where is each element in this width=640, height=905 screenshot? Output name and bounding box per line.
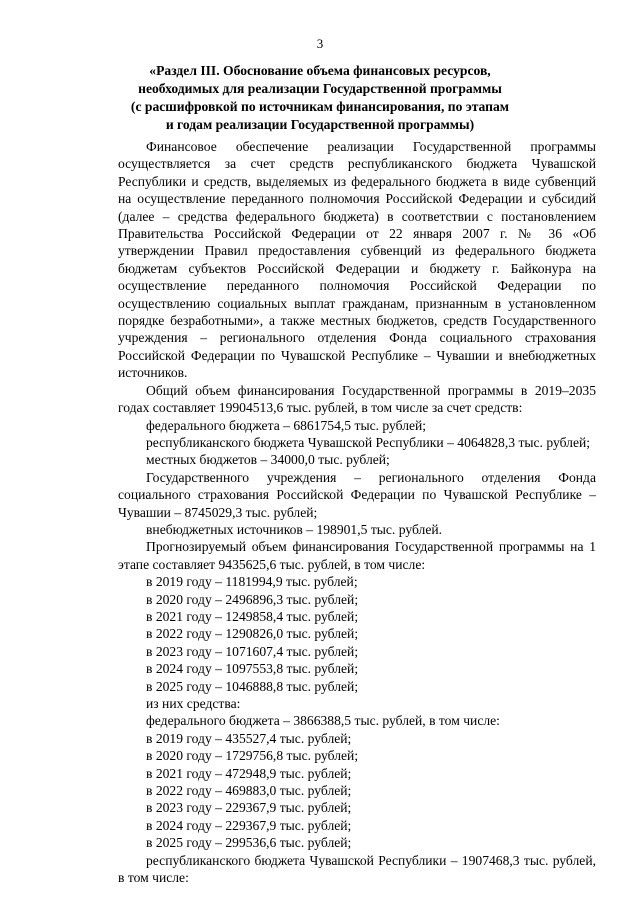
page-number: 3 bbox=[316, 36, 324, 51]
paragraph: Финансовое обеспечение реализации Государственной программы осуществляется за счет средств республиканского бюджета Чувашской Республики и средств, выделяемых из федерального бюджета в виде субвенций на осуществление переданного полномочия Российской Федерации и субсидий (далее – средства федерального бюджета) в соответствии с постановлением Правительства Российской Федерации от 22 января 2007 г. № 36 «Об утверждении Правил предоставления субвенций из федерального бюджета бюджетам субъектов Российской Федерации и бюджету г. Байконура на осуществление переданного полномочия Российской Федерации по осуществлению социальных выплат гражданам, признанным в установленном порядке безработными», а также местных бюджетов, средств Государственного учреждения – регионального отделения Фонда социального страхования Российской Федерации по Чувашской Республике – Чувашии и внебюджетных источников. bbox=[118, 139, 596, 381]
paragraph: республиканского бюджета Чувашской Республики – 4064828,3 тыс. рублей; bbox=[146, 434, 591, 450]
heading-line: «Раздел III. Обоснование объема финансовых ресурсов, bbox=[149, 63, 491, 78]
paragraph: Общий объем финансирования Государственной программы в 2019–2035 годах составляет 19904513,6 тыс. рублей, в том числе за счет средств: bbox=[118, 382, 596, 416]
paragraph: республиканского бюджета Чувашской Республики – 1907468,3 тыс. рублей, в том числе: bbox=[118, 852, 596, 886]
list-item: из них средства: bbox=[146, 696, 241, 711]
list-item: в 2023 году – 1071607,4 тыс. рублей; bbox=[146, 643, 359, 659]
list-item: в 2020 году – 1729756,8 тыс. рублей; bbox=[146, 748, 359, 764]
list-item: в 2022 году – 1290826,0 тыс. рублей; bbox=[146, 626, 359, 642]
list-item: в 2022 году – 469883,0 тыс. рублей; bbox=[146, 783, 352, 799]
paragraph: местных бюджетов – 34000,0 тыс. рублей; bbox=[146, 452, 390, 468]
list-item: в 2021 году – 1249858,4 тыс. рублей; bbox=[146, 608, 359, 624]
section-heading bbox=[120, 62, 520, 134]
paragraph: Прогнозируемый объем финансирования Государственной программы на 1 этапе составляет 9435625,6 тыс. рублей, в том числе: bbox=[118, 539, 596, 572]
list-item: федерального бюджета – 3866388,5 тыс. рублей, в том числе: bbox=[146, 713, 500, 729]
list-item: в 2019 году – 1181994,9 тыс. рублей; bbox=[146, 574, 358, 590]
heading-line: и годам реализации Государственной программы) bbox=[165, 117, 475, 132]
list-item: в 2025 году – 299536,6 тыс. рублей; bbox=[146, 835, 352, 851]
list-item: в 2023 году – 229367,9 тыс. рублей; bbox=[146, 800, 352, 816]
paragraph: федерального бюджета – 6861754,5 тыс. рублей; bbox=[146, 417, 427, 433]
list-item: в 2019 году – 435527,4 тыс. рублей; bbox=[146, 730, 352, 746]
paragraph: Государственного учреждения – регионального отделения Фонда социального страхования Российской Федерации по Чувашской Республике – Чувашии – 8745029,3 тыс. рублей; bbox=[118, 469, 596, 520]
heading-line: необходимых для реализации Государственной программы bbox=[138, 81, 502, 96]
list-item: в 2025 году – 1046888,8 тыс. рублей; bbox=[146, 678, 359, 694]
list-item: в 2024 году – 1097553,8 тыс. рублей; bbox=[146, 661, 359, 677]
list-item: в 2020 году – 2496896,3 тыс. рублей; bbox=[146, 591, 359, 607]
heading-line: (с расшифровкой по источникам финансирования, по этапам bbox=[130, 99, 510, 114]
list-item: в 2021 году – 472948,9 тыс. рублей; bbox=[146, 765, 352, 781]
body-text bbox=[118, 138, 596, 886]
paragraph: внебюджетных источников – 198901,5 тыс. рублей. bbox=[146, 521, 443, 537]
list-item: в 2024 году – 229367,9 тыс. рублей; bbox=[146, 817, 352, 833]
